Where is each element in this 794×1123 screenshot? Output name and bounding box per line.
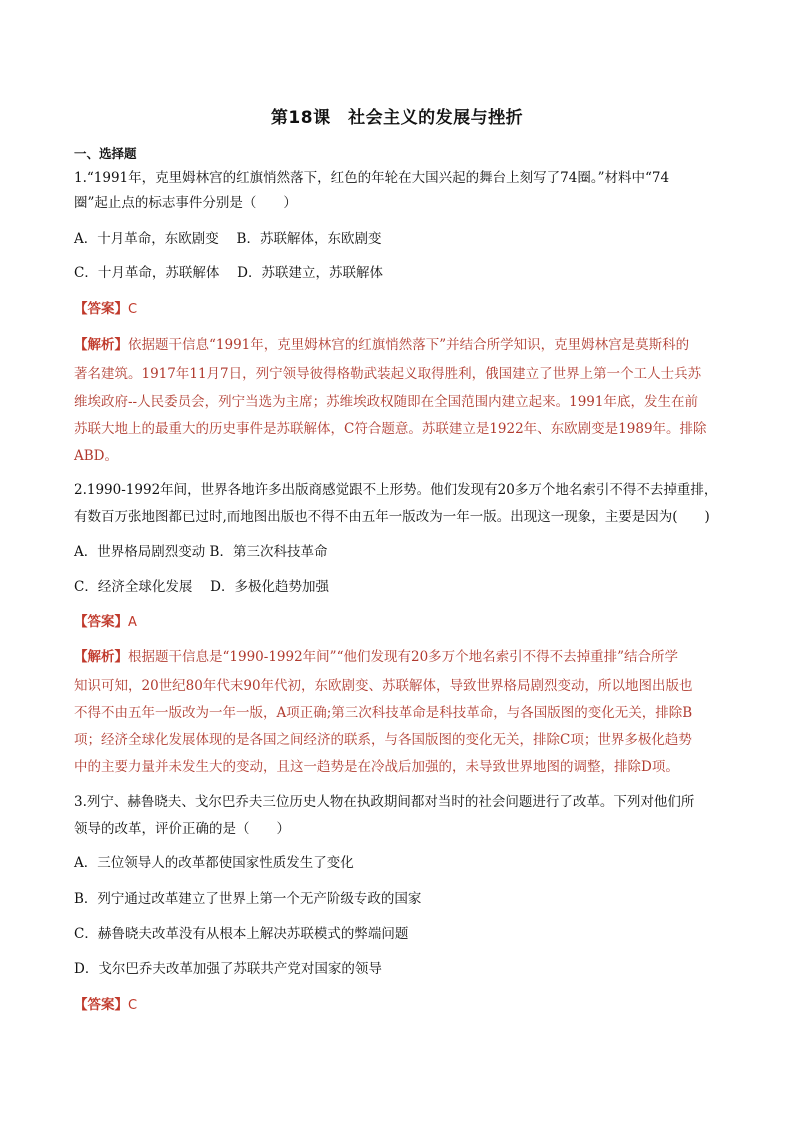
q1-answer (74, 296, 724, 323)
q2-options-ab: A．世界格局剧烈变动 B．第三次科技革命 (74, 544, 328, 560)
q1-stem-line2: 圈”起止点的标志事件分别是（ ） (74, 195, 297, 211)
q3-stem-line1: 3.列宁、赫鲁晓夫、戈尔巴乔夫三位历史人物在执政期间都对当时的社会问题进行了改革。下列对他们所 (74, 794, 695, 810)
answer-value: C (128, 302, 138, 317)
q2-answer (74, 609, 724, 636)
q3-answer (74, 992, 724, 1019)
q2-explanation-line5: 中的主要力量并未发生大的变动，且这一趋势是在冷战后加强的，未导致世界地图的调整，排除D项。 (74, 759, 679, 775)
q1-explanation-line4: 苏联大地上的最重大的历史事件是苏联解体，C符合题意。苏联建立是1922年、东欧剧变是1989年。排除 (74, 421, 707, 437)
q1-options-cd: C．十月革命，苏联解体 D．苏联建立，苏联解体 (74, 265, 383, 281)
q2-options-cd: C．经济全球化发展 D．多极化趋势加强 (74, 579, 329, 595)
q1-explanation-line1 (74, 332, 724, 359)
answer-label: 【答案】 (74, 997, 128, 1013)
q2-stem-line2: 有数百万张地图都已过时,而地图出版也不得不由五年一版改为一年一版。出现这一现象，主要是因为( ) (74, 509, 710, 525)
explanation-label: 【解析】 (74, 649, 128, 665)
q3-stem-line2: 领导的改革，评价正确的是（ ） (74, 821, 290, 837)
explanation-text: 根据题干信息是“1990-1992年间”“他们发现有20多万个地名索引不得不去掉重排”结合所学 (128, 649, 679, 665)
q2-explanation-line4: 项；经济全球化发展体现的是各国之间经济的联系，与各国版图的变化无关，排除C项；世界多极化趋势 (74, 732, 692, 748)
page-title: 第18课 社会主义的发展与挫折 (270, 108, 524, 128)
q3-option-a: A．三位领导人的改革都使国家性质发生了变化 (74, 855, 354, 871)
answer-value: A (128, 615, 137, 630)
answer-label: 【答案】 (74, 614, 128, 630)
q1-options-ab: A．十月革命，东欧剧变 B．苏联解体，东欧剧变 (74, 231, 382, 247)
section-heading: 一、选择题 (74, 146, 137, 161)
q3-option-d: D．戈尔巴乔夫改革加强了苏联共产党对国家的领导 (74, 961, 382, 977)
answer-label: 【答案】 (74, 301, 128, 317)
q2-stem-line1: 2.1990-1992年间，世界各地许多出版商感觉跟不上形势。他们发现有20多万个地名索引不得不去掉重排， (74, 482, 718, 498)
q1-explanation-line3: 维埃政府--人民委员会，列宁当选为主席；苏维埃政权随即在全国范围内建立起来。1991年底，发生在前 (74, 394, 698, 410)
answer-value: C (128, 998, 138, 1013)
q1-stem-line1: 1.“1991年，克里姆林宫的红旗悄然落下，红色的年轮在大国兴起的舞台上刻写了74圈。”材料中“74 (74, 170, 670, 186)
q2-explanation-line2: 知识可知，20世纪80年代末90年代初，东欧剧变、苏联解体，导致世界格局剧烈变动，所以地图出版也 (74, 678, 693, 694)
q3-option-c: C．赫鲁晓夫改革没有从根本上解决苏联模式的弊端问题 (74, 926, 409, 942)
q1-explanation-line5: ABD。 (74, 448, 118, 464)
q2-explanation-line1 (74, 644, 724, 671)
explanation-text: 依据题干信息“1991年，克里姆林宫的红旗悄然落下”并结合所学知识，克里姆林宫是莫斯科的 (128, 337, 690, 353)
explanation-label: 【解析】 (74, 337, 128, 353)
q1-explanation-line2: 著名建筑。1917年11月7日，列宁领导彼得格勒武装起义取得胜利，俄国建立了世界上第一个工人士兵苏 (74, 366, 702, 382)
q2-explanation-line3: 不得不由五年一版改为一年一版，A项正确;第三次科技革命是科技革命，与各国版图的变化无关，排除B (74, 705, 693, 721)
q3-option-b: B．列宁通过改革建立了世界上第一个无产阶级专政的国家 (74, 891, 422, 907)
